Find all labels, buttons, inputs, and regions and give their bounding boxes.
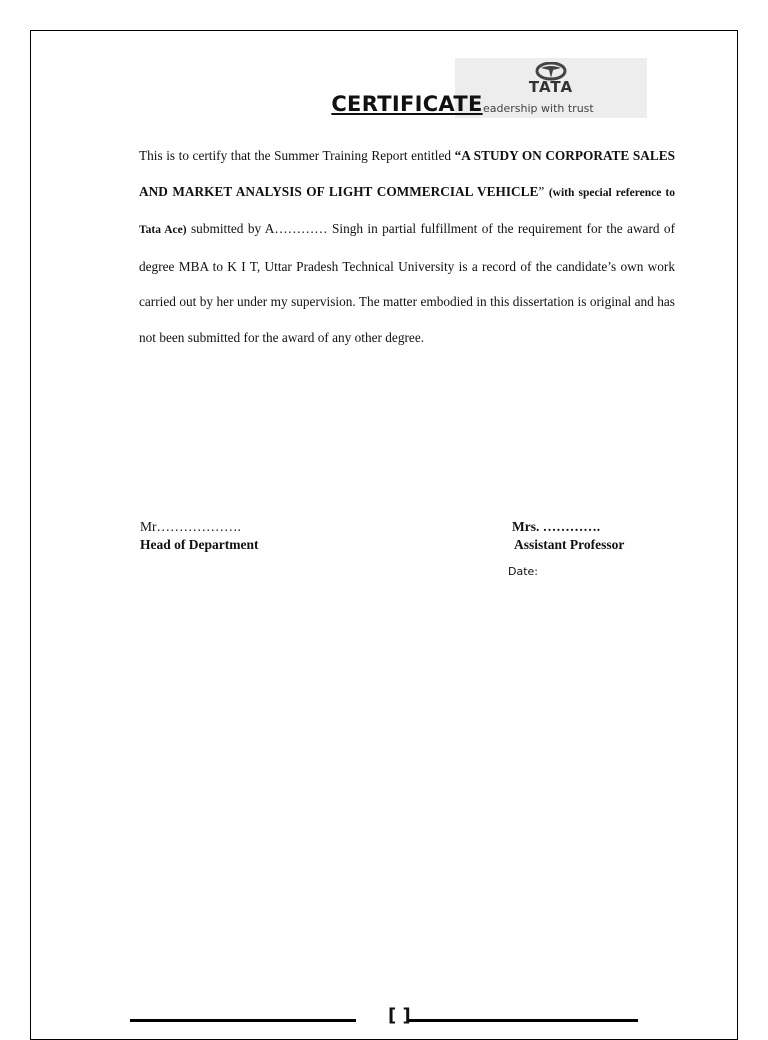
body-rest: submitted by A………… Singh in partial fulfillment of the requirement for the award of degree MBA to K I T, Uttar Pradesh Technical University is a record of the candidate’s own work carried out by her under my supervision. The matter embodied in this dissertation is original and has not been submitted for the award of any other degree. bbox=[139, 221, 676, 345]
body-intro: This is to certify that the Summer Training Report entitled bbox=[139, 148, 455, 163]
footer-line-left bbox=[130, 1019, 356, 1022]
signature-right bbox=[512, 518, 624, 554]
page-marker: [ ] bbox=[388, 1005, 411, 1026]
certificate-body bbox=[139, 138, 675, 356]
date-label: Date: bbox=[508, 565, 538, 578]
hod-name: Mr………………. bbox=[140, 519, 241, 534]
footer-line-right bbox=[408, 1019, 638, 1022]
report-subtitle: (with special reference to Tata Ace) bbox=[139, 186, 675, 237]
professor-name: Mrs. …………. bbox=[512, 519, 601, 534]
signature-left bbox=[140, 518, 258, 554]
logo-tagline: eadership with trust bbox=[483, 102, 594, 115]
hod-position: Head of Department bbox=[140, 537, 259, 552]
logo-word: TATA bbox=[528, 78, 574, 96]
report-title: “A STUDY ON CORPORATE SALES AND MARKET ANALYSIS OF LIGHT COMMERCIAL VEHICLE bbox=[139, 148, 675, 199]
page-title: CERTIFICATE bbox=[331, 92, 483, 116]
professor-position: Assistant Professor bbox=[514, 537, 625, 552]
quote-close: ” bbox=[538, 183, 549, 199]
